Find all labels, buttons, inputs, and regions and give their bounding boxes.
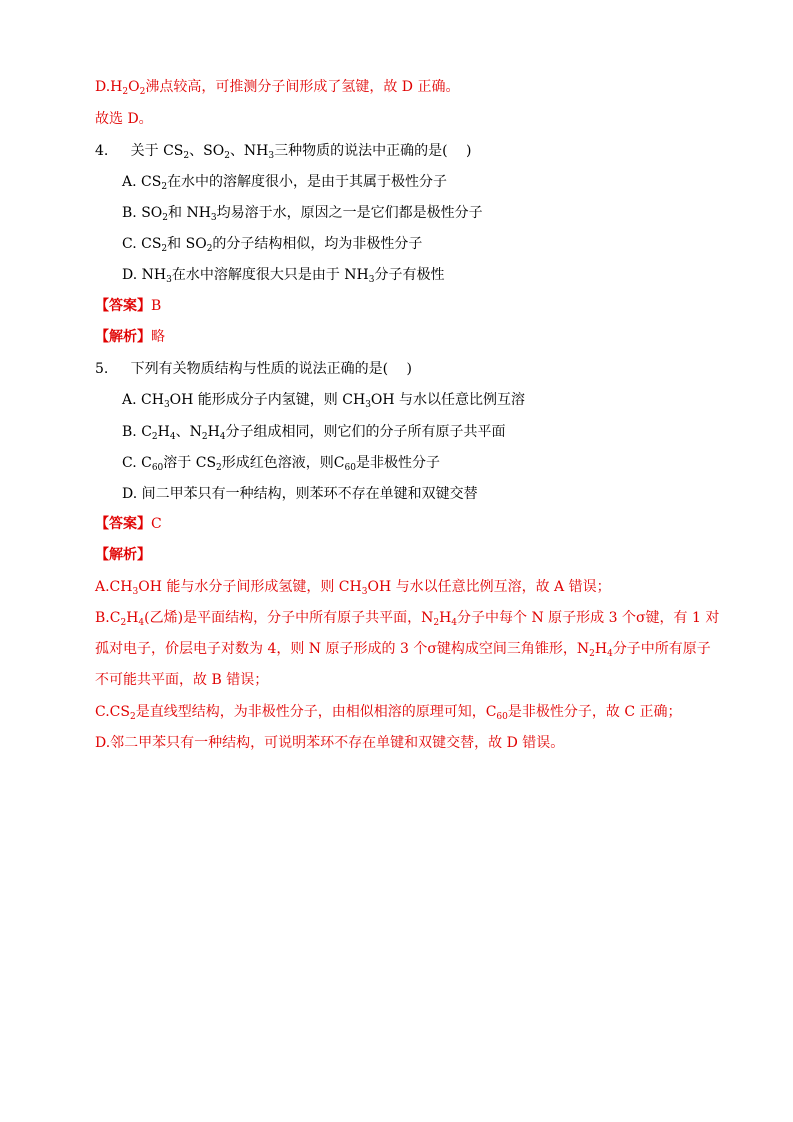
- analysis-tag: 【解析】: [95, 547, 151, 563]
- answer-tag: 【答案】: [95, 298, 151, 314]
- q4-option-b: B. $SO_2$和 $NH_3$均易溶于水，原因之一是它们都是极性分子: [122, 205, 483, 223]
- q4-option-d: D. $NH_3$在水中溶解度很大只是由于 $NH_3$分子有极性: [122, 267, 445, 285]
- q5-option-b: B. $C_2H_4$、$N_2H_4$分子组成相同，则它们的分子所有原子共平面: [122, 424, 506, 442]
- prev-conclusion: 故选 D。: [95, 111, 153, 127]
- q5-analysis-b-line3: 不可能共平面，故 B 错误；: [95, 672, 269, 688]
- question-number: 5.: [95, 361, 109, 377]
- question-4-stem: 4. 关于 $CS_2$、$SO_2$、$NH_3$三种物质的说法中正确的是( ): [95, 143, 472, 161]
- answer-tag: 【答案】: [95, 516, 151, 532]
- q5-option-c: C. $C_{60}$溶于 $CS_2$形成红色溶液，则$C_{60}$是非极性分子: [122, 455, 440, 473]
- q5-analysis-d: D.邻二甲苯只有一种结构，可说明苯环不存在单键和双键交替，故 D 错误。: [95, 735, 565, 751]
- answer-value: B: [151, 298, 162, 314]
- q5-analysis-b-line1: $B.C_2H_4$(乙烯)是平面结构，分子中所有原子共平面，$N_2H_4$分子中每个 N 原子形成 3 个σ键，有 1 对: [95, 610, 720, 628]
- analysis-tag: 【解析】: [95, 329, 151, 345]
- q4-option-a: A. $CS_2$在水中的溶解度很小，是由于其属于极性分子: [122, 174, 448, 192]
- answer-value: C: [151, 516, 162, 532]
- q5-option-a: A. $CH_3OH$ 能形成分子内氢键，则 $CH_3OH$ 与水以任意比例互溶: [122, 392, 526, 410]
- q4-analysis: [95, 327, 165, 347]
- q5-analysis-c: $C.CS_2$是直线型结构，为非极性分子，由相似相溶的原理可知，$C_{60}$是非极性分子，故 C 正确；: [95, 704, 682, 722]
- q5-option-d: D. 间二甲苯只有一种结构，则苯环不存在单键和双键交替: [122, 486, 478, 502]
- q4-answer: [95, 296, 161, 316]
- q5-analysis-heading: [95, 545, 151, 565]
- q4-option-c: C. $CS_2$和 $SO_2$的分子结构相似，均为非极性分子: [122, 236, 423, 254]
- prev-answer-d-line: $D.H_2O_2$沸点较高，可推测分子间形成了氢键，故 D 正确。: [95, 79, 460, 97]
- question-5-stem: 5. 下列有关物质结构与性质的说法正确的是( ): [95, 361, 412, 377]
- q5-answer: [95, 514, 162, 534]
- question-number: 4.: [95, 143, 109, 159]
- q5-analysis-b-line2: 孤对电子，价层电子对数为 4，则 N 原子形成的 3 个σ键构成空间三角锥形，$N_2H_4$分子中所有原子: [95, 641, 711, 659]
- analysis-text: 略: [151, 329, 165, 345]
- q5-analysis-a: $A.CH_3OH$ 能与水分子间形成氢键，则 $CH_3OH$ 与水以任意比例互溶，故 A 错误；: [95, 579, 611, 597]
